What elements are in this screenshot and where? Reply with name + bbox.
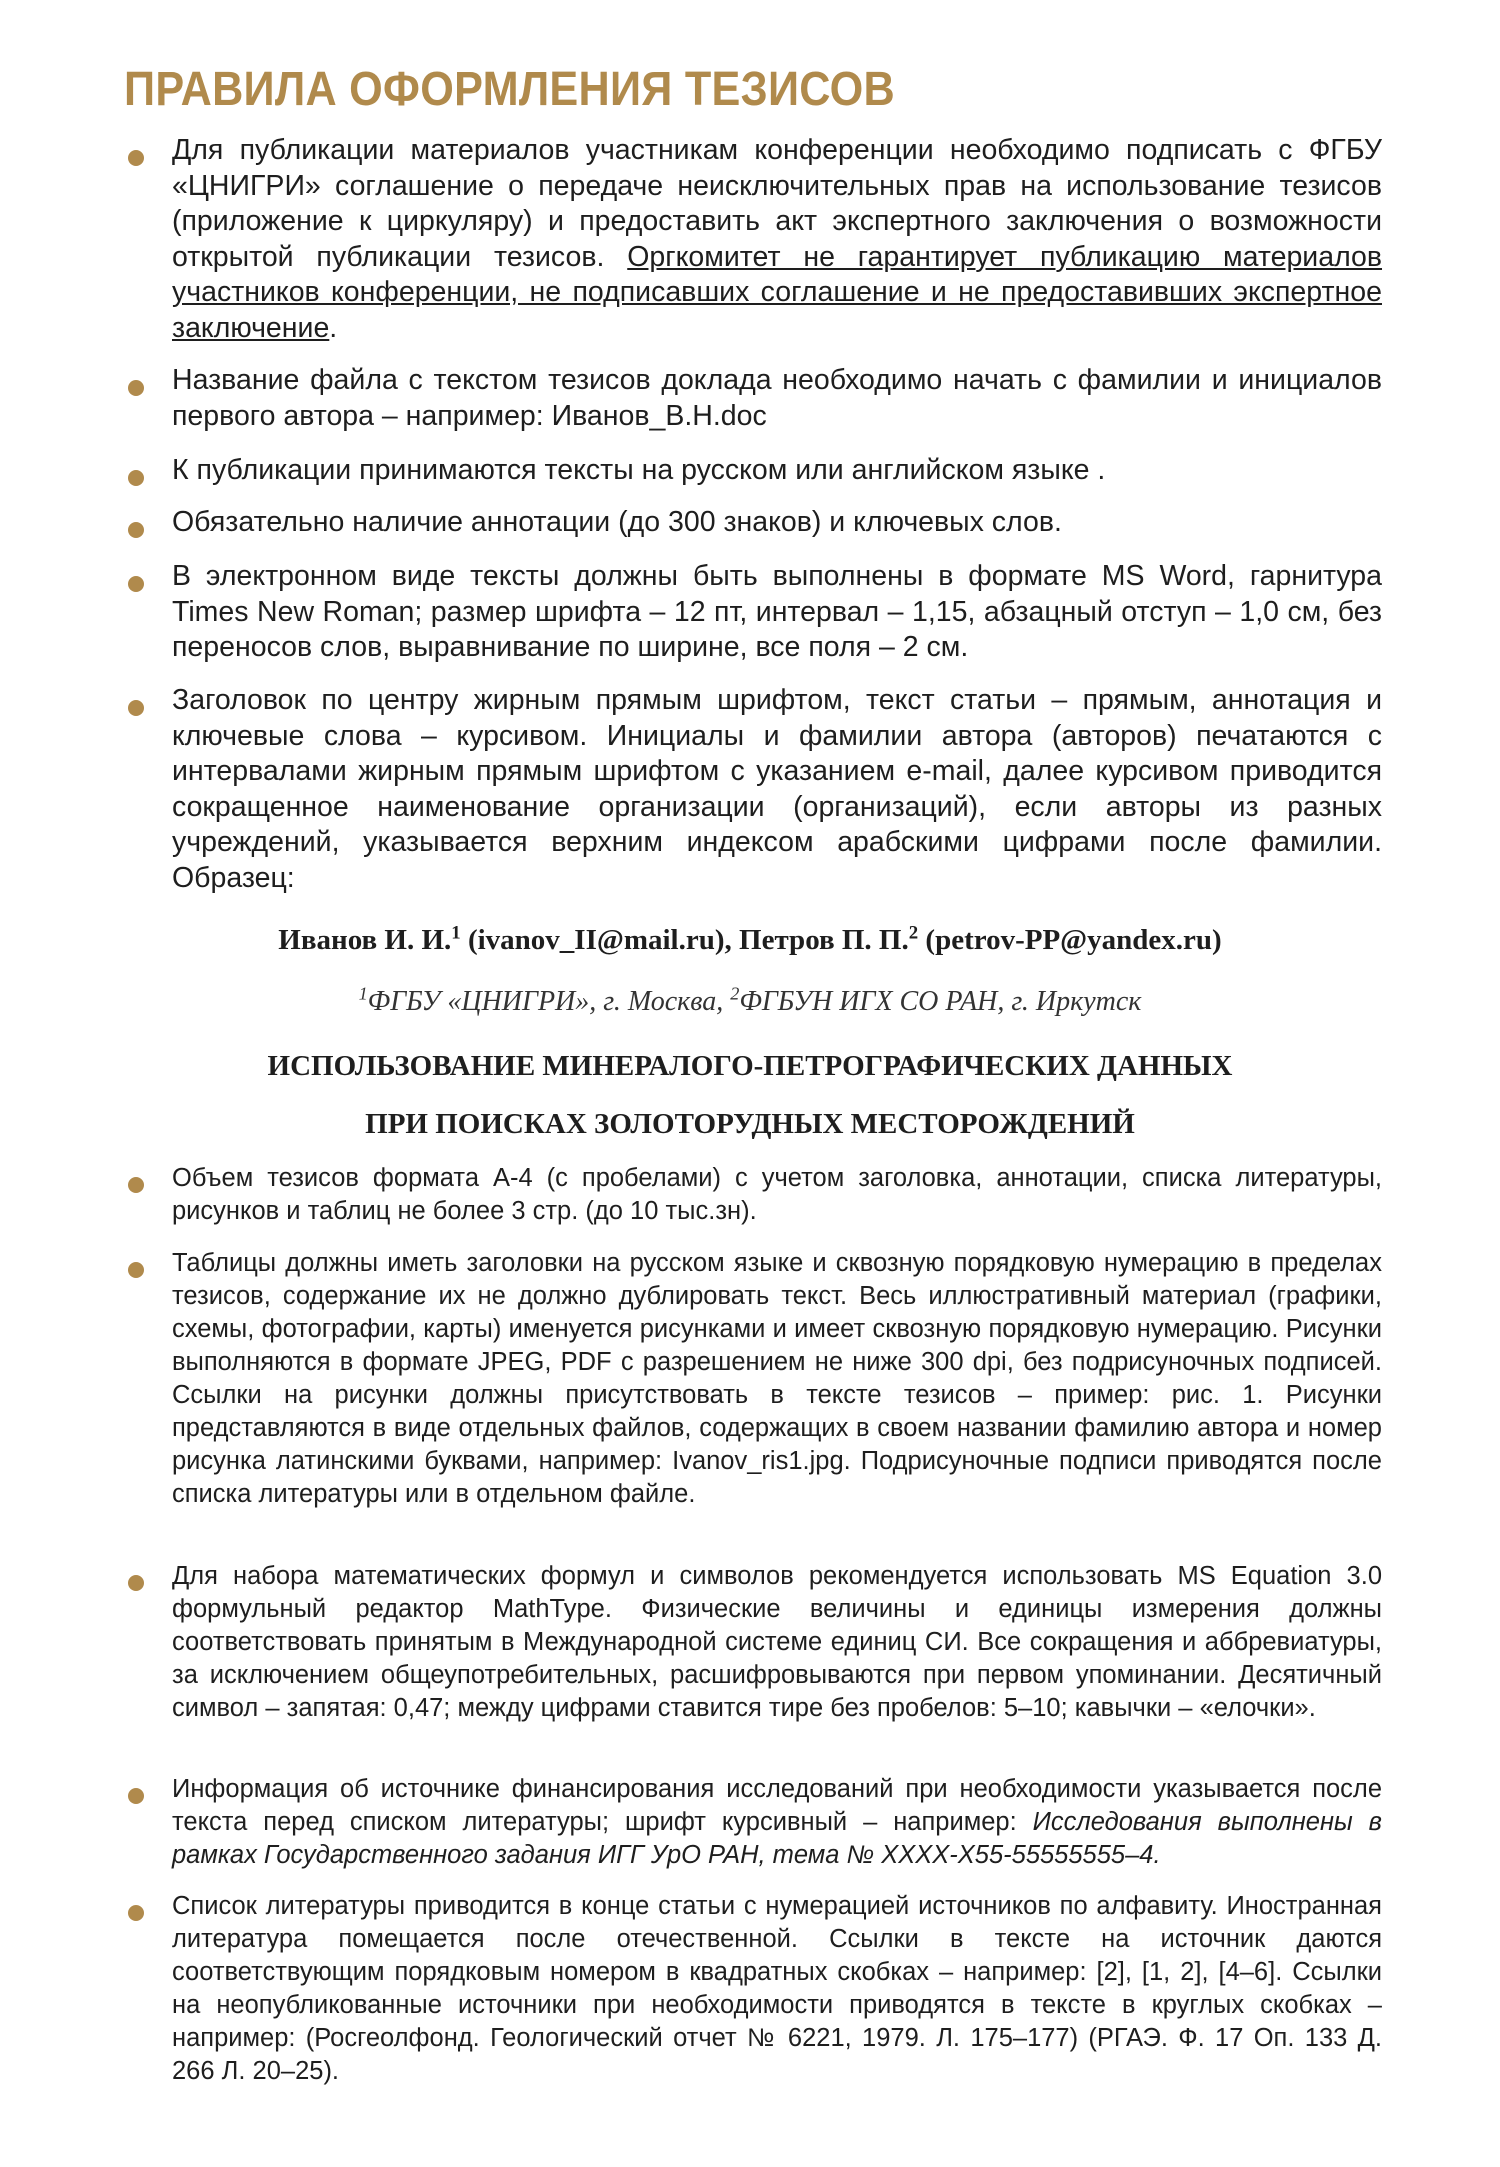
item-text: Объем тезисов формата А-4 (с пробелами) с учетом заголовка, аннотации, списка литературы, рисунков и таблиц не более 3 стр. (до 10 тыс.зн). [172, 1164, 1382, 1225]
bullet-dot-icon [128, 1262, 144, 1278]
page-title: ПРАВИЛА ОФОРМЛЕНИЯ ТЕЗИСОВ [124, 63, 896, 116]
bullet-dot-icon [128, 150, 144, 166]
item-text: Таблицы должны иметь заголовки на русском языке и сквозную порядковую нумерацию в пределах тезисов, содержание их не должно дублировать текст. Весь иллюстративный материал (графики, схемы, фотографии, карты) именуется рисунками и имеет сквозную порядковую нумерацию. Рисунки выполняются в формате JPEG, PDF с разрешением не ниже 300 dpi, без подрисуночных подписей. Ссылки на рисунки должны присутствовать в тексте тезисов – пример: рис. 1. Рисунки представляются в виде отдельных файлов, содержащих в своем названии фамилию автора и номер рисунка латинскими буквами, например: Ivanov_ris1.jpg. Подрисуночные подписи приводятся после списка литературы или в отдельном файле. [172, 1249, 1382, 1508]
bullet-dot-icon [128, 700, 144, 716]
item-text: В электронном виде тексты должны быть выполнены в формате MS Word, гарнитура Times New Roman; размер шрифта – 12 пт, интервал – 1,15, абзацный отступ – 1,0 см, без переносов слов, выравнивание по ширине, все поля – 2 см. [172, 560, 1382, 663]
bullet-dot-icon [128, 1575, 144, 1591]
item-text: Информация об источнике финансирования исследований при необходимости указывается после текста перед списком литературы; шрифт курсивный – например: Исследования выполнены в рамках Государственного задания ИГГ УрО РАН, тема № ХХХХ-Х55-55555555–4. [172, 1775, 1382, 1869]
item-text: Название файла с текстом тезисов доклада необходимо начать с фамилии и инициалов первого автора – например: Иванов_В.Н.doc [172, 364, 1382, 432]
bullet-dot-icon [128, 576, 144, 592]
item-text: Для публикации материалов участникам конференции необходимо подписать с ФГБУ «ЦНИГРИ» соглашение о передаче неисключительных прав на использование тезисов (приложение к циркуляру) и предоставить акт экспертного заключения о возможности открытой публикации тезисов. Оргкомитет не гарантирует публикацию материалов участников конференции, не подписавших соглашение и не предоставивших экспертное заключение. [172, 134, 1383, 344]
bullet-dot-icon [128, 380, 144, 396]
bullet-dot-icon [128, 1905, 144, 1921]
sample-title-line1: ИСПОЛЬЗОВАНИЕ МИНЕРАЛОГО-ПЕТРОГРАФИЧЕСКИХ ДАННЫХ [267, 1050, 1233, 1082]
bullet-dot-icon [128, 522, 144, 538]
bullet-dot-icon [128, 1788, 144, 1804]
bullet-dot-icon [128, 1177, 144, 1193]
item-text: Заголовок по центру жирным прямым шрифтом, текст статьи – прямым, аннотация и ключевые слова – курсивом. Инициалы и фамилии автора (авторов) печатаются с интервалами жирным прямым шрифтом с указанием e-mail, далее курсивом приводится сокращенное наименование организации (организаций), если авторы из разных учреждений, указывается верхним индексом арабскими цифрами после фамилии. Образец: [172, 684, 1382, 894]
item-text: Для набора математических формул и символов рекомендуется использовать MS Equation 3.0 формульный редактор MathType. Физические величины и единицы измерения должны соответствовать принятым в Международной системе единиц СИ. Все сокращения и аббревиатуры, за исключением общеупотребительных, расшифровываются при первом упоминании. Десятичный символ – запятая: 0,47; между цифрами ставится тире без пробелов: 5–10; кавычки – «елочки». [172, 1562, 1382, 1722]
sample-authors: Иванов И. И.$^1$ (ivanov_II@mail.ru), Петров П. П.$^2$ (petrov-PP@yandex.ru) [278, 922, 1222, 956]
bullet-dot-icon [128, 470, 144, 486]
underlined-notice: Оргкомитет не гарантирует публикацию материалов участников конференции, не подписавших соглашение и не предоставивших экспертное заключение [172, 240, 1383, 344]
sample-title-line2: ПРИ ПОИСКАХ ЗОЛОТОРУДНЫХ МЕСТОРОЖДЕНИЙ [365, 1108, 1135, 1140]
funding-example: Исследования выполнены в рамках Государственного задания ИГГ УрО РАН, тема № ХХХХ-Х55-55555555–4. [172, 1808, 1382, 1869]
sample-affiliations: $^1$ФГБУ «ЦНИГРИ», г. Москва, $^2$ФГБУН ИГХ СО РАН, г. Иркутск [358, 983, 1142, 1017]
item-text: К публикации принимаются тексты на русском или английском языке . [172, 454, 1106, 486]
item-text: Список литературы приводится в конце статьи с нумерацией источников по алфавиту. Иностранная литература помещается после отечественной. Ссылки в тексте на источник даются соответствующим порядковым номером в квадратных скобках – например: [2], [1, 2], [4–6]. Ссылки на неопубликованные источники при необходимости приводятся в тексте в круглых скобках – например: (Росгеолфонд. Геологический отчет № 6221, 1979. Л. 175–177) (РГАЭ. Ф. 17 Оп. 133 Д. 266 Л. 20–25). [172, 1892, 1382, 2085]
item-text: Обязательно наличие аннотации (до 300 знаков) и ключевых слов. [172, 506, 1062, 538]
